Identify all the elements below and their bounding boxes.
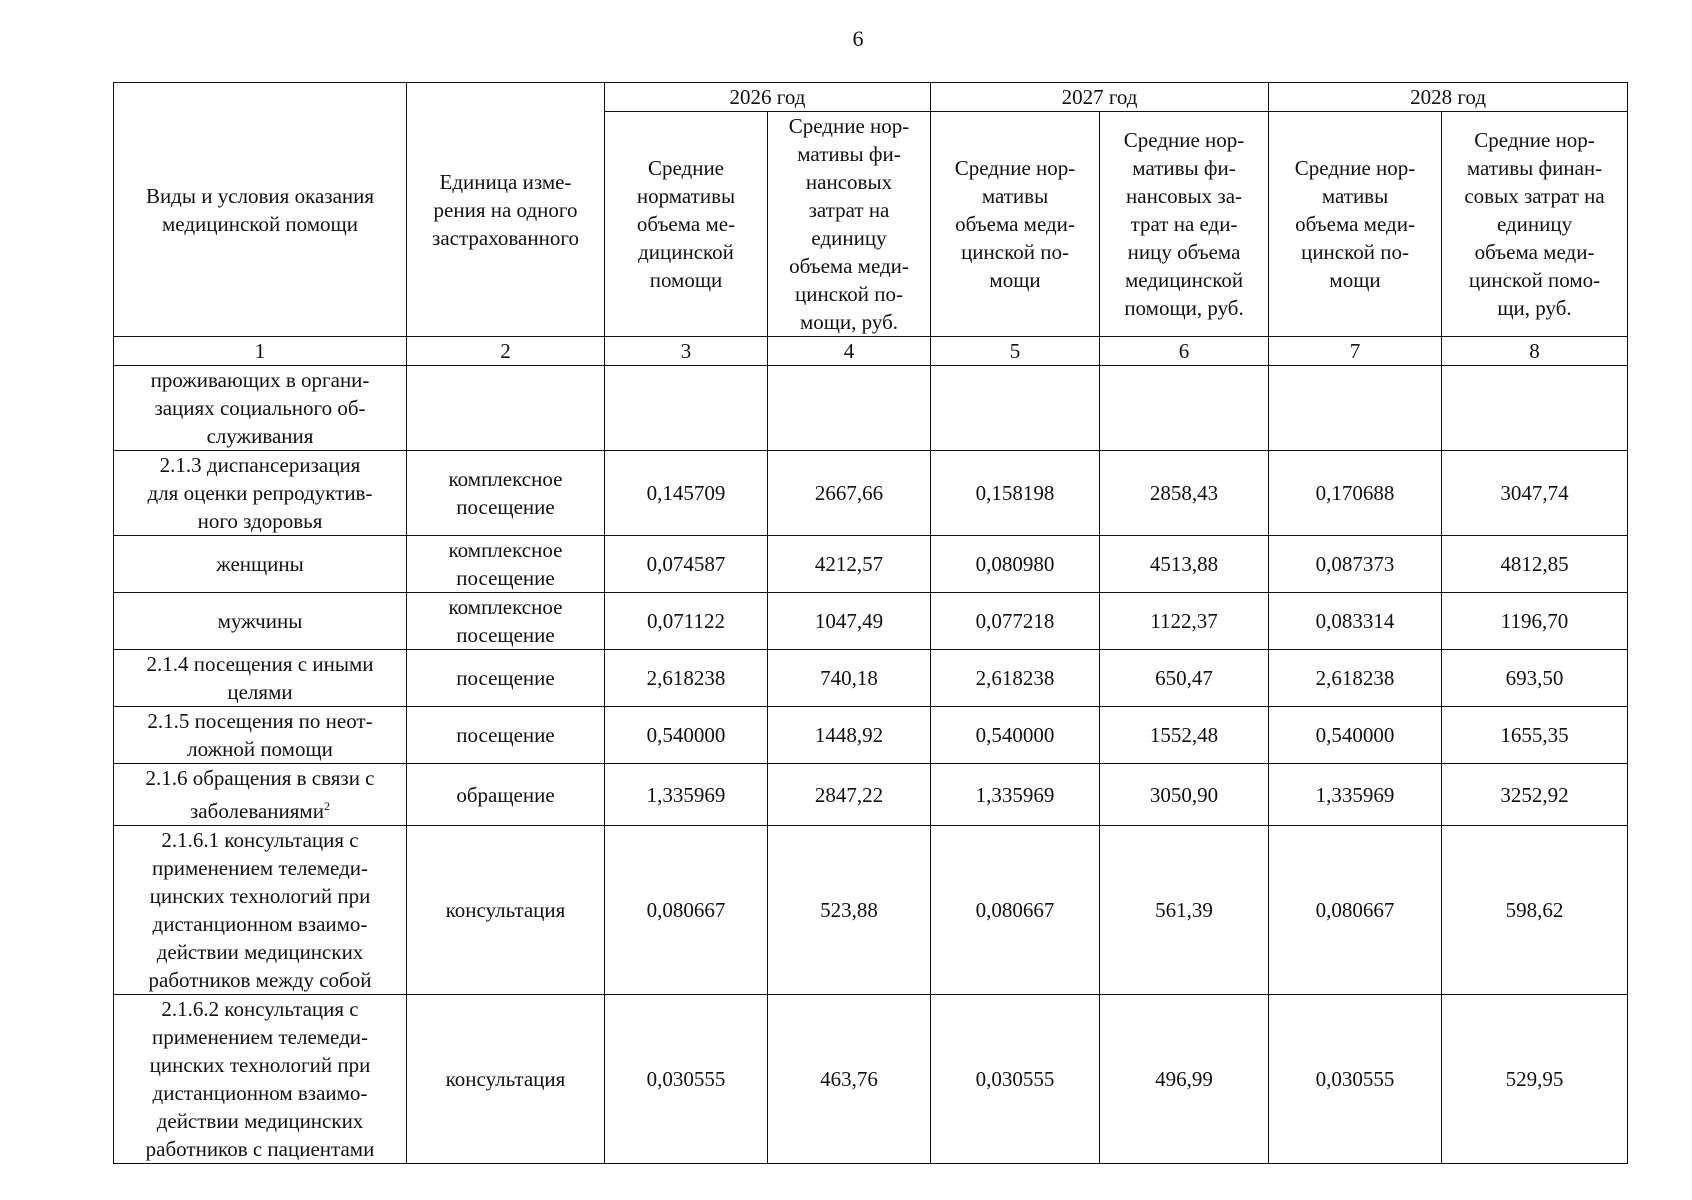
header-subcolumn-line: мативы фи- (1132, 156, 1236, 180)
value-cell-col-5: 0,080980 (931, 536, 1100, 593)
header-year-2026: 2026 год (605, 83, 931, 112)
value-cell-col-3: 0,145709 (605, 451, 768, 536)
column-number-1: 1 (114, 337, 407, 366)
column-number-8: 8 (1442, 337, 1628, 366)
value-cell-col-4: 2847,22 (768, 764, 931, 826)
table-row (114, 826, 1628, 995)
header-subcolumn-line: цинской помо- (1468, 268, 1601, 292)
care-kind-cell (114, 366, 407, 451)
value-cell-col-7: 0,540000 (1269, 707, 1442, 764)
unit-line: посещение (456, 666, 555, 690)
unit-cell (407, 764, 605, 826)
unit-cell (407, 650, 605, 707)
value-cell-col-3 (605, 366, 768, 451)
header-subcolumn-line: мощи (989, 268, 1041, 292)
header-subcolumn-6 (1100, 112, 1269, 337)
header-subcolumn-line: помощи (649, 268, 723, 292)
value-cell-col-7: 0,030555 (1269, 995, 1442, 1164)
header-subcolumn-line: нансовых (805, 170, 893, 194)
unit-cell (407, 451, 605, 536)
value-cell-col-7: 1,335969 (1269, 764, 1442, 826)
column-number-4: 4 (768, 337, 931, 366)
value-cell-col-6: 3050,90 (1100, 764, 1269, 826)
value-cell-col-6 (1100, 366, 1269, 451)
unit-line: посещение (456, 723, 555, 747)
value-cell-col-5: 0,030555 (931, 995, 1100, 1164)
header-subcolumn-line: объема меди- (1474, 240, 1595, 264)
header-subcolumn-line: мативы фи- (797, 142, 901, 166)
care-kind-line: 2.1.3 диспансеризация (159, 453, 361, 477)
header-subcolumn-5 (931, 112, 1100, 337)
unit-line: комплексное (448, 467, 563, 491)
value-cell-col-3: 1,335969 (605, 764, 768, 826)
care-kind-cell (114, 826, 407, 995)
value-cell-col-5: 1,335969 (931, 764, 1100, 826)
column-number-2: 2 (407, 337, 605, 366)
header-subcolumn-4 (768, 112, 931, 337)
unit-line: консультация (445, 898, 566, 922)
value-cell-col-3: 0,080667 (605, 826, 768, 995)
value-cell-col-4: 523,88 (768, 826, 931, 995)
unit-cell (407, 826, 605, 995)
unit-line: консультация (445, 1067, 566, 1091)
page-number: 6 (852, 26, 864, 51)
table-row (114, 451, 1628, 536)
value-cell-col-7: 0,080667 (1269, 826, 1442, 995)
header-kinds-of-care: Виды и условия оказания медицинской помощи (114, 83, 407, 337)
value-cell-col-5 (931, 366, 1100, 451)
header-subcolumn-line: Средние нор- (1294, 156, 1416, 180)
table-row (114, 593, 1628, 650)
care-kind-line: заболеваниями$^2$ (190, 799, 330, 823)
header-subcolumn-line: затрат на (808, 198, 890, 222)
care-kind-cell (114, 451, 407, 536)
value-cell-col-3: 2,618238 (605, 650, 768, 707)
care-kind-line: применением телемеди- (151, 1025, 369, 1049)
header-subcolumn-line: медицинской (1124, 268, 1244, 292)
header-subcolumn-line: мативы (1321, 184, 1389, 208)
care-kind-line: проживающих в органи- (150, 368, 370, 392)
value-cell-col-8: 4812,85 (1442, 536, 1628, 593)
care-kind-line: дистанционном взаимо- (152, 912, 368, 936)
value-cell-col-8: 693,50 (1442, 650, 1628, 707)
footnote-marker: 2 (323, 799, 330, 813)
care-kind-cell (114, 707, 407, 764)
header-year-2027: 2027 год (931, 83, 1269, 112)
unit-cell (407, 366, 605, 451)
value-cell-col-6: 650,47 (1100, 650, 1269, 707)
unit-line: посещение (456, 566, 555, 590)
value-cell-col-3: 0,071122 (605, 593, 768, 650)
value-cell-col-8 (1442, 366, 1628, 451)
header-subcolumn-line: мативы финан- (1466, 156, 1603, 180)
table-row (114, 764, 1628, 826)
column-number-6: 6 (1100, 337, 1269, 366)
care-kind-line: для оценки репродуктив- (147, 481, 373, 505)
medical-care-norms-table (113, 82, 1628, 1164)
value-cell-col-7: 0,170688 (1269, 451, 1442, 536)
value-cell-col-5: 2,618238 (931, 650, 1100, 707)
header-subcolumn-line: нансовых за- (1126, 184, 1243, 208)
unit-line: комплексное (448, 538, 563, 562)
care-kind-cell (114, 593, 407, 650)
column-number-5: 5 (931, 337, 1100, 366)
header-subcolumn-line: мативы (981, 184, 1049, 208)
value-cell-col-8: 1655,35 (1442, 707, 1628, 764)
value-cell-col-8: 3252,92 (1442, 764, 1628, 826)
care-kind-line: работников между собой (148, 968, 372, 992)
value-cell-col-6: 1122,37 (1100, 593, 1269, 650)
header-subcolumn-line: нормативы (636, 184, 736, 208)
value-cell-col-4: 4212,57 (768, 536, 931, 593)
header-year-2028: 2028 год (1269, 83, 1628, 112)
care-kind-line: женщины (216, 552, 304, 576)
value-cell-col-8: 529,95 (1442, 995, 1628, 1164)
value-cell-col-7 (1269, 366, 1442, 451)
unit-cell (407, 593, 605, 650)
value-cell-col-7: 2,618238 (1269, 650, 1442, 707)
care-kind-line: служивания (206, 424, 314, 448)
value-cell-col-7: 0,083314 (1269, 593, 1442, 650)
header-subcolumn-line: помощи, руб. (1124, 296, 1244, 320)
care-kind-line: 2.1.6.2 консультация с (161, 997, 359, 1021)
header-subcolumn-line: объема меди- (789, 254, 909, 278)
care-kind-line: 2.1.5 посещения по неот- (147, 709, 373, 733)
care-kind-line: действии медицинских (156, 940, 364, 964)
header-subcolumn-line: цинской по- (795, 282, 903, 306)
column-number-7: 7 (1269, 337, 1442, 366)
value-cell-col-4: 463,76 (768, 995, 931, 1164)
header-subcolumn-line: мощи (1329, 268, 1381, 292)
value-cell-col-8: 3047,74 (1442, 451, 1628, 536)
value-cell-col-6: 561,39 (1100, 826, 1269, 995)
unit-line: посещение (456, 623, 555, 647)
value-cell-col-5: 0,540000 (931, 707, 1100, 764)
care-kind-line: работников с пациентами (145, 1137, 375, 1161)
table-row (114, 995, 1628, 1164)
value-cell-col-3: 0,030555 (605, 995, 768, 1164)
care-kind-line: 2.1.6 обращения в связи с (145, 766, 375, 790)
header-subcolumn-line: трат на еди- (1130, 212, 1238, 236)
value-cell-col-5: 0,080667 (931, 826, 1100, 995)
header-subcolumn-line: Средние нор- (1123, 128, 1245, 152)
care-kind-line: действии медицинских (156, 1109, 364, 1133)
header-subcolumn-line: совых затрат на (1464, 184, 1605, 208)
care-kind-line: ного здоровья (197, 509, 323, 533)
care-kind-cell (114, 995, 407, 1164)
value-cell-col-4: 1047,49 (768, 593, 931, 650)
table-row (114, 536, 1628, 593)
header-subcolumn-line: единицу (811, 226, 887, 250)
value-cell-col-4: 1448,92 (768, 707, 931, 764)
care-kind-line: 2.1.4 посещения с иными (146, 652, 374, 676)
care-kind-line: цинских технологий при (149, 884, 371, 908)
header-subcolumn-line: цинской по- (961, 240, 1069, 264)
header-subcolumn-line: Средние (647, 156, 725, 180)
value-cell-col-4: 2667,66 (768, 451, 931, 536)
care-kind-line: применением телемеди- (151, 856, 369, 880)
header-subcolumn-line: единицу (1496, 212, 1573, 236)
care-kind-line: дистанционном взаимо- (152, 1081, 368, 1105)
unit-line: посещение (456, 495, 555, 519)
header-subcolumn-line: цинской по- (1301, 240, 1409, 264)
header-subcolumn-8 (1442, 112, 1628, 337)
value-cell-col-4: 740,18 (768, 650, 931, 707)
value-cell-col-5: 0,077218 (931, 593, 1100, 650)
table-row (114, 366, 1628, 451)
care-kind-line: цинских технологий при (149, 1053, 371, 1077)
care-kind-line: ложной помощи (187, 737, 333, 761)
value-cell-col-8: 1196,70 (1442, 593, 1628, 650)
value-cell-col-4 (768, 366, 931, 451)
header-unit: Единица изме- рения на одного застрахованного (407, 83, 605, 337)
care-kind-cell (114, 764, 407, 826)
value-cell-col-6: 4513,88 (1100, 536, 1269, 593)
header-subcolumn-7 (1269, 112, 1442, 337)
unit-cell (407, 707, 605, 764)
care-kind-line: зациях социального об- (154, 396, 366, 420)
value-cell-col-8: 598,62 (1442, 826, 1628, 995)
header-subcolumn-line: объема ме- (636, 212, 736, 236)
header-subcolumn-3 (605, 112, 768, 337)
header-subcolumn-line: мощи, руб. (799, 310, 899, 334)
unit-cell (407, 536, 605, 593)
value-cell-col-7: 0,087373 (1269, 536, 1442, 593)
unit-cell (407, 995, 605, 1164)
value-cell-col-5: 0,158198 (931, 451, 1100, 536)
care-kind-line: целями (227, 680, 293, 704)
unit-line: комплексное (448, 595, 563, 619)
unit-line: обращение (456, 782, 555, 807)
header-subcolumn-line: дицинской (638, 240, 734, 264)
header-subcolumn-line: ницу объема (1127, 240, 1241, 264)
value-cell-col-6: 496,99 (1100, 995, 1269, 1164)
value-cell-col-6: 2858,43 (1100, 451, 1269, 536)
table-row (114, 650, 1628, 707)
column-number-3: 3 (605, 337, 768, 366)
header-subcolumn-line: Средние нор- (788, 114, 910, 138)
value-cell-col-3: 0,074587 (605, 536, 768, 593)
value-cell-col-3: 0,540000 (605, 707, 768, 764)
header-subcolumn-line: Средние нор- (1474, 128, 1595, 152)
care-kind-line: мужчины (217, 609, 303, 633)
care-kind-cell (114, 536, 407, 593)
header-subcolumn-line: Средние нор- (954, 156, 1076, 180)
care-kind-cell (114, 650, 407, 707)
header-subcolumn-line: объема меди- (955, 212, 1075, 236)
header-subcolumn-line: щи, руб. (1497, 296, 1572, 320)
header-subcolumn-line: объема меди- (1295, 212, 1415, 236)
care-kind-line: 2.1.6.1 консультация с (161, 828, 359, 852)
value-cell-col-6: 1552,48 (1100, 707, 1269, 764)
table-row (114, 707, 1628, 764)
